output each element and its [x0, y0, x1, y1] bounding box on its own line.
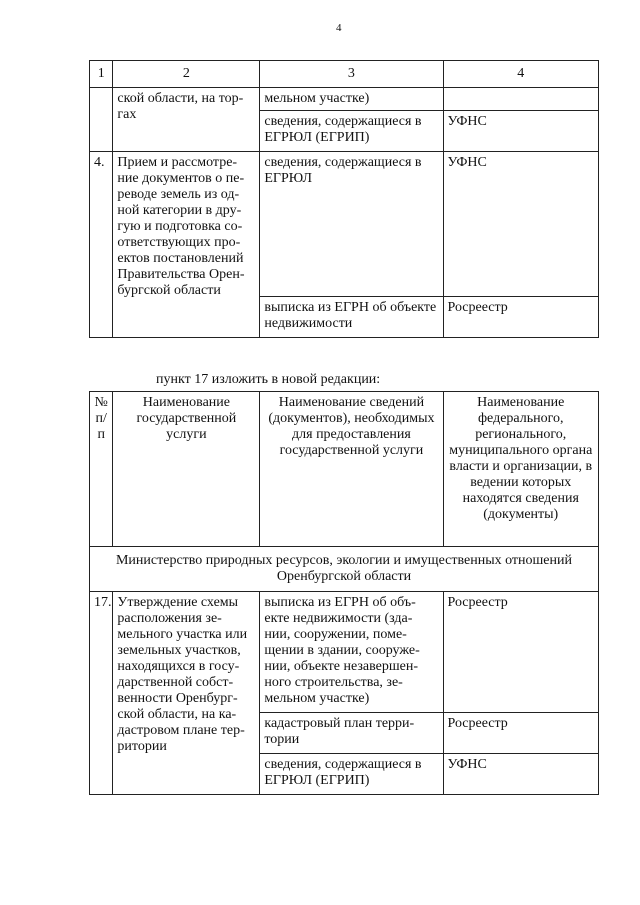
info-cell: сведения, содержащиеся в ЕГРЮЛ — [260, 152, 443, 297]
column-number-row — [90, 61, 599, 88]
header-row — [90, 392, 599, 547]
org-cell: Росреестр — [443, 297, 599, 338]
amendment-instruction: пункт 17 изложить в новой редакции: — [156, 372, 381, 387]
col-number-1: 1 — [90, 61, 113, 88]
row-number: 4. — [90, 152, 113, 338]
org-cell — [443, 88, 599, 111]
service-name: Прием и рассмотре- ние документов о пе- реводе земель из од- ной категории в дру- гую и подготовка со- ответствующих про- ектов постановлений Правительства Орен- бургской области — [113, 152, 260, 338]
table-row — [90, 152, 599, 297]
info-cell: кадастровый план терри- тории — [260, 713, 443, 754]
org-cell: УФНС — [443, 152, 599, 297]
info-cell: сведения, содержащиеся в ЕГРЮЛ (ЕГРИП) — [260, 111, 443, 152]
table-row — [90, 88, 599, 111]
info-cell: сведения, содержащиеся в ЕГРЮЛ (ЕГРИП) — [260, 754, 443, 795]
col-number-3: 3 — [260, 61, 443, 88]
org-cell: Росреестр — [443, 713, 599, 754]
header-info: Наименование сведений (документов), необходимых для предоставления государственной услуги — [260, 392, 443, 547]
info-cell: выписка из ЕГРН об объ- екте недвижимости (зда- нии, сооружении, поме- щении в здании, сооруже- нии, объекте незавершен- ного строительства, зе- мельном участке) — [260, 592, 443, 713]
org-cell: УФНС — [443, 111, 599, 152]
info-cell: мельном участке) — [260, 88, 443, 111]
ministry-name: Министерство природных ресурсов, экологии и имущественных отношений Оренбургской области — [90, 547, 599, 592]
service-name: Утверждение схемы расположения зе- мельного участка или земельных участков, находящихся в госу- дарственной собст- венности Оренбург- ской области, на ка- дастровом плане тер- ритории — [113, 592, 260, 795]
row-number — [90, 88, 113, 152]
header-number: № п/п — [90, 392, 113, 547]
row-number: 17. — [90, 592, 113, 795]
org-cell: УФНС — [443, 754, 599, 795]
col-number-4: 4 — [443, 61, 599, 88]
services-table-new — [89, 391, 599, 795]
col-number-2: 2 — [113, 61, 260, 88]
header-service: Наименование государственной услуги — [113, 392, 260, 547]
header-org: Наименование федерального, регионального, муниципального органа власти и организации, в ведении которых находятся сведения (документы) — [443, 392, 599, 547]
org-cell: Росреестр — [443, 592, 599, 713]
page-number: 4 — [336, 22, 342, 34]
service-name: ской области, на тор- гах — [113, 88, 260, 152]
table-row — [90, 592, 599, 713]
services-table-continued — [89, 60, 599, 338]
group-row — [90, 547, 599, 592]
info-cell: выписка из ЕГРН об объекте недвижимости — [260, 297, 443, 338]
